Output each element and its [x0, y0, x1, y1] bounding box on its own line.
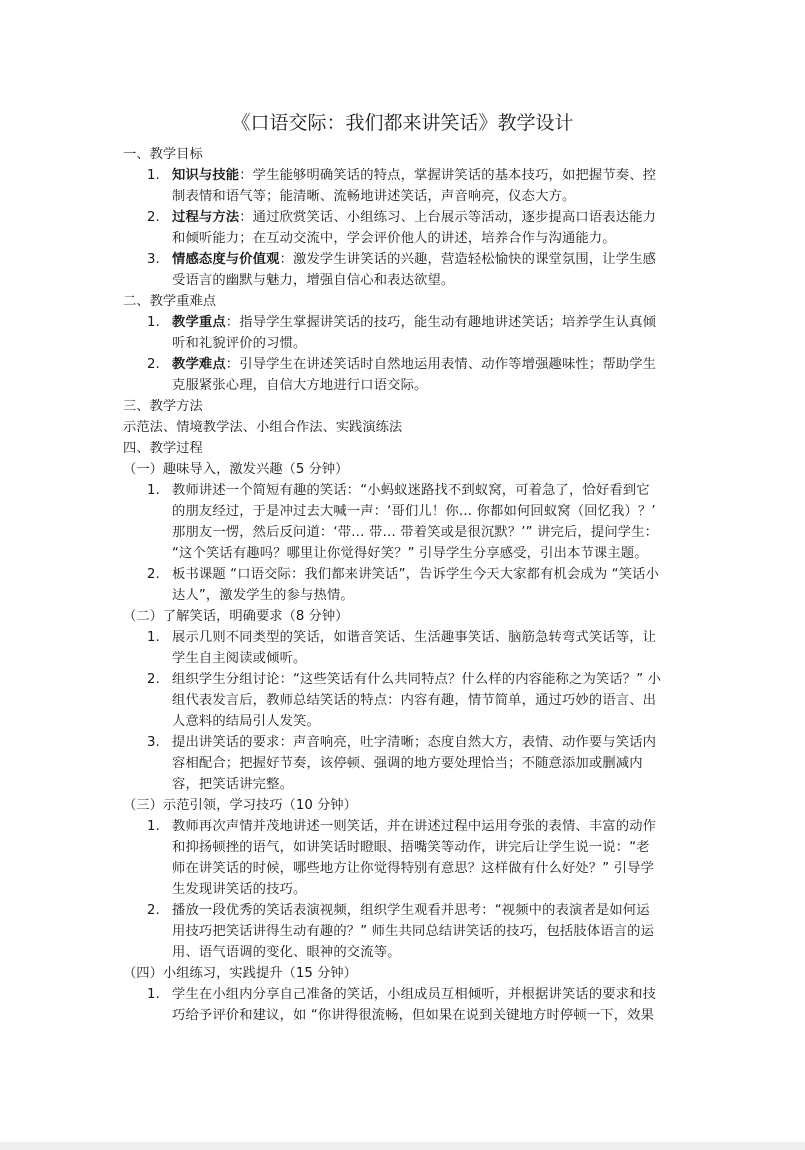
- item-text: 那朋友一愣，然后反问道：‘带… 带… 带着笑或是很沉默？’” 讲完后，提问学生：: [172, 525, 659, 540]
- item-label: 情感态度与价值观: [172, 252, 280, 267]
- item-text: 生发现讲笑话的技巧。: [172, 882, 307, 897]
- item-text: 师在讲笑话的时候，哪些地方让你觉得特别有意思？这样做有什么好处？” 引导学: [172, 861, 655, 876]
- list-item: [123, 816, 685, 900]
- item-text: 学生在小组内分享自己准备的笑话，小组成员互相倾听，并根据讲笑话的要求和技: [172, 987, 657, 1002]
- item-text: 教师再次声情并茂地讲述一则笑话，并在讲述过程中运用夸张的表情、丰富的动作: [172, 819, 657, 834]
- section-heading: 三、教学方法: [123, 399, 203, 414]
- item-text: ：激发学生讲笑话的兴趣，营造轻松愉快的课堂氛围，让学生感: [279, 252, 657, 267]
- list-item: [123, 900, 685, 963]
- item-text: 提出讲笑话的要求：声音响亮，吐字清晰；态度自然大方，表情、动作要与笑话内: [172, 735, 657, 750]
- list-number: 1.: [147, 987, 160, 1002]
- subsection-heading: （四）小组练习，实践提升（15 分钟）: [123, 966, 357, 981]
- list-number: 2.: [147, 672, 160, 687]
- item-text: 教师讲述一个简短有趣的笑话：“小蚂蚁迷路找不到蚁窝，可着急了，恰好看到它: [172, 483, 650, 498]
- list-item: [123, 480, 685, 564]
- item-text: 用、语气语调的变化、眼神的交流等。: [172, 945, 401, 960]
- list-number: 1.: [147, 168, 160, 183]
- item-text: 达人”，激发学生的参与热情。: [172, 588, 354, 603]
- item-text: 巧给予评价和建议，如 “你讲得很流畅，但如果在说到关键地方时停顿一下，效果: [172, 1008, 655, 1023]
- item-text: 和倾听能力；在互动交流中，学会评价他人的讲述，培养合作与沟通能力。: [172, 231, 616, 246]
- item-text: 播放一段优秀的笑话表演视频，组织学生观看并思考：“视频中的表演者是如何运: [172, 903, 650, 918]
- list-item: [123, 207, 685, 249]
- list-number: 1.: [147, 819, 160, 834]
- list-item: [123, 354, 685, 396]
- list-number: 1.: [147, 630, 160, 645]
- list-number: 2.: [147, 903, 160, 918]
- item-label: 教学重点: [172, 315, 226, 330]
- subsection-heading: （二）了解笑话，明确要求（8 分钟）: [123, 609, 349, 624]
- item-text: 用技巧把笑话讲得生动有趣的？” 师生共同总结讲笑话的技巧，包括肢体语言的运: [172, 924, 655, 939]
- section-heading: 一、教学目标: [123, 147, 203, 162]
- list-number: 2.: [147, 567, 160, 582]
- item-text: 学生自主阅读或倾听。: [172, 651, 307, 666]
- item-text: 听和礼貌评价的习惯。: [172, 336, 307, 351]
- item-text: ：通过欣赏笑话、小组练习、上台展示等活动，逐步提高口语表达能力: [239, 210, 657, 225]
- item-text: 人意料的结局引人发笑。: [172, 714, 320, 729]
- document-body: [123, 144, 685, 1026]
- list-item: [123, 732, 685, 795]
- item-text: ：学生能够明确笑话的特点，掌握讲笑话的基本技巧，如把握节奏、控: [239, 168, 657, 183]
- document-title: 《口语交际：我们都来讲笑话》教学设计: [231, 112, 574, 134]
- item-label: 知识与技能: [172, 168, 240, 183]
- list-number: 2.: [147, 357, 160, 372]
- page-bottom-edge: [0, 1142, 805, 1150]
- list-number: 2.: [147, 210, 160, 225]
- list-item: [123, 564, 685, 606]
- item-text: 板书课题 “口语交际：我们都来讲笑话”，告诉学生今天大家都有机会成为 “笑话小: [172, 567, 660, 582]
- list-number: 1.: [147, 315, 160, 330]
- item-text: 受语言的幽默与魅力，增强自信心和表达欲望。: [172, 273, 455, 288]
- list-item: [123, 669, 685, 732]
- item-text: ：指导学生掌握讲笑话的技巧，能生动有趣地讲述笑话；培养学生认真倾: [225, 315, 657, 330]
- item-text: 组代表发言后，教师总结笑话的特点：内容有趣，情节简单，通过巧妙的语言、出: [172, 693, 657, 708]
- item-label: 教学难点: [172, 357, 226, 372]
- section-heading: 二、教学重难点: [123, 294, 217, 309]
- list-item: [123, 627, 685, 669]
- item-text: 的朋友经过，于是冲过去大喊一声：‘哥们儿！你… 你都如何回蚁窝（回忆我）？’: [172, 504, 656, 519]
- list-number: 1.: [147, 483, 160, 498]
- subsection-heading: （三）示范引领，学习技巧（10 分钟）: [123, 798, 357, 813]
- item-text: 容相配合；把握好节奏，该停顿、强调的地方要处理恰当；不随意添加或删减内: [172, 756, 643, 771]
- list-item: [123, 165, 685, 207]
- paragraph: 示范法、情境教学法、小组合作法、实践演练法: [123, 420, 403, 435]
- item-text: 和抑扬顿挫的语气，如讲笑话时瞪眼、捂嘴笑等动作，讲完后让学生说一说：“老: [172, 840, 650, 855]
- item-text: 克服紧张心理，自信大方地进行口语交际。: [172, 378, 428, 393]
- list-item: [123, 984, 685, 1026]
- list-item: [123, 249, 685, 291]
- item-text: 制表情和语气等；能清晰、流畅地讲述笑话，声音响亮，仪态大方。: [172, 189, 576, 204]
- section-heading: 四、教学过程: [123, 441, 203, 456]
- item-text: ：引导学生在讲述笑话时自然地运用表情、动作等增强趣味性；帮助学生: [225, 357, 657, 372]
- list-item: [123, 312, 685, 354]
- item-text: “这个笑话有趣吗？哪里让你觉得好笑？” 引导学生分享感受，引出本节课主题。: [172, 546, 648, 561]
- item-label: 过程与方法: [172, 210, 240, 225]
- item-text: 容，把笑话讲完整。: [172, 777, 294, 792]
- subsection-heading: （一）趣味导入，激发兴趣（5 分钟）: [123, 462, 349, 477]
- item-text: 展示几则不同类型的笑话，如谐音笑话、生活趣事笑话、脑筋急转弯式笑话等，让: [172, 630, 657, 645]
- list-number: 3.: [147, 252, 160, 267]
- list-number: 3.: [147, 735, 160, 750]
- item-text: 组织学生分组讨论：“这些笑话有什么共同特点？什么样的内容能称之为笑话？” 小: [172, 672, 662, 687]
